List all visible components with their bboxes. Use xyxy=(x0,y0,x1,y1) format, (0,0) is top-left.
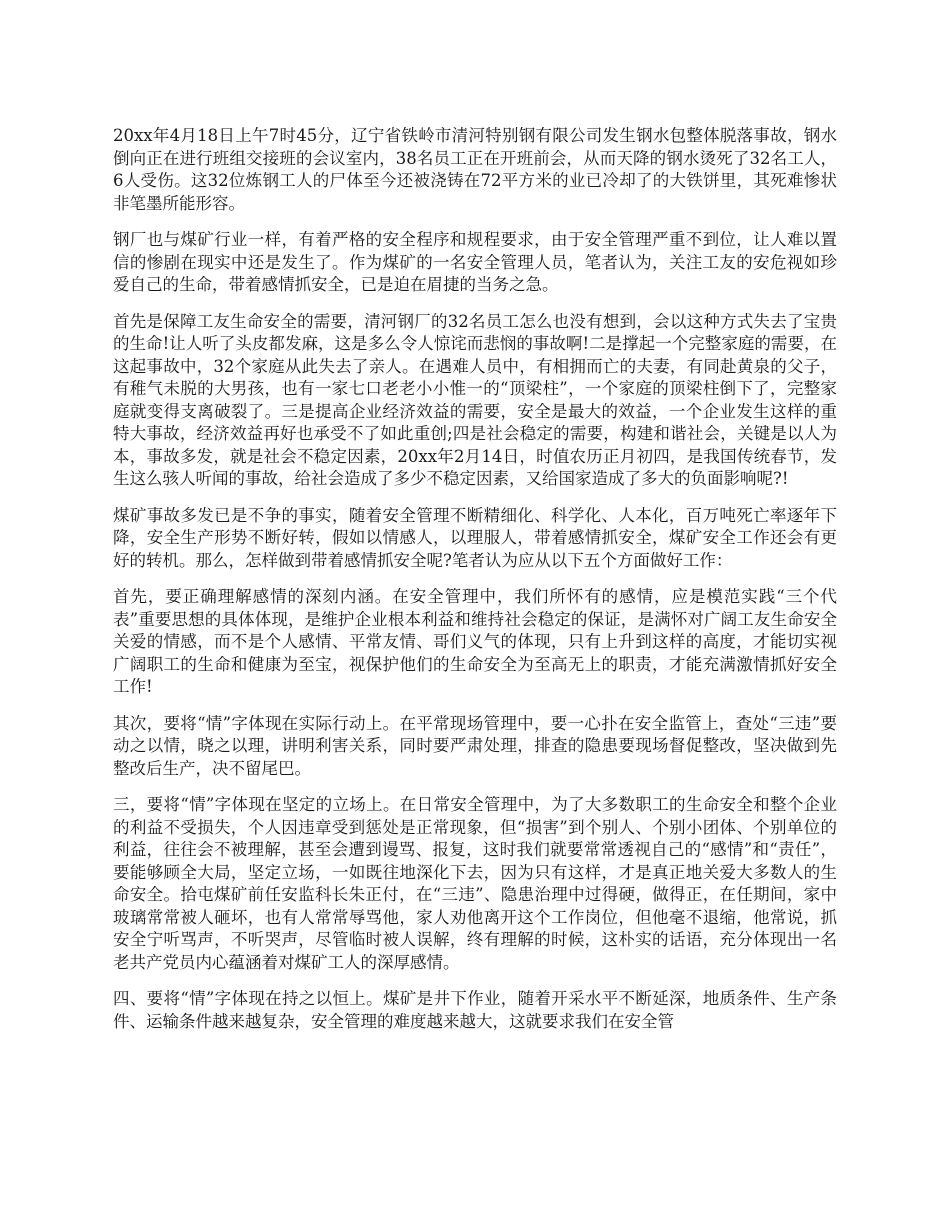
paragraph-point-one: 首先，要正确理解感情的深刻内涵。在安全管理中，我们所怀有的感情，应是模范实践“三个代表”重要思想的具体体现，是维护企业根本利益和维持社会稳定的保证，是满怀对广阔工友生命安全关爱的情感，而不是个人感情、平常友情、哥们义气的体现，只有上升到这样的高度，才能切实视广阔职工的生命和健康为至宝，视保护他们的生命安全为至高无上的职责，才能充满激情抓好安全工作! xyxy=(113,587,837,696)
paragraph-point-four: 四、要将“情”字体现在持之以恒上。煤矿是井下作业，随着开采水平不断延深，地质条件、生产条件、运输条件越来越复杂，安全管理的难度越来越大，这就要求我们在安全管 xyxy=(113,989,837,1031)
paragraph-accident-report: 20xx年4月18日上午7时45分，辽宁省铁岭市清河特别钢有限公司发生钢水包整体脱落事故，钢水倒向正在进行班组交接班的会议室内，38名员工正在开班前会，从而天降的钢水烫死了32名工人，6人受伤。这32位炼钢工人的尸体至今还被浇铸在72平方米的业已冷却了的大铁饼里，其死难惨状非笔墨所能形容。 xyxy=(113,126,837,213)
paragraph-point-two: 其次，要将“情”字体现在实际行动上。在平常现场管理中，要一心扑在安全监管上，查处“三违”要动之以情，晓之以理，讲明利害关系，同时要严肃处理，排查的隐患要现场督促整改，坚决做到先整改后生产，决不留尾巴。 xyxy=(113,713,837,778)
paragraph-needs: 首先是保障工友生命安全的需要，清河钢厂的32名员工怎么也没有想到，会以这种方式失去了宝贵的生命!让人听了头皮都发麻，这是多么令人惊诧而悲悯的事故啊!二是撑起一个完整家庭的需要，在这起事故中，32个家庭从此失去了亲人。在遇难人员中，有相拥而亡的夫妻，有同赴黄泉的父子，有稚气未脱的大男孩，也有一家七口老老小小惟一的“顶梁柱”，一个家庭的顶梁柱倒下了，完整家庭就变得支离破裂了。三是提高企业经济效益的需要，安全是最大的效益，一个企业发生这样的重特大事故，经济效益再好也承受不了如此重创;四是社会稳定的需要，构建和谐社会，关键是以人为本，事故多发，就是社会不稳定因素，20xx年2月14日，时值农历正月初四，是我国传统春节，发生这么骇人听闻的事故，给社会造成了多少不稳定因素，又给国家造成了多大的负面影响呢?! xyxy=(113,311,837,488)
paragraph-point-three: 三，要将“情”字体现在坚定的立场上。在日常安全管理中，为了大多数职工的生命安全和整个企业的利益不受损失，个人因违章受到惩处是正常现象，但“损害”到个别人、个别小团体、个别单位的利益，往往会不被理解，甚至会遭到谩骂、报复，这时我们就要常常透视自己的“感情”和“责任”，要能够顾全大局，坚定立场，一如既往地深化下去，因为只有这样，才是真正地关爱大多数人的生命安全。拾屯煤矿前任安监科长朱正付，在“三违”、隐患治理中过得硬，做得正，在任期间，家中玻璃常常被人砸坏，也有人常常辱骂他，家人劝他离开这个工作岗位，但他毫不退缩，他常说，抓安全宁听骂声，不听哭声，尽管临时被人误解，终有理解的时候，这朴实的话语，充分体现出一名老共产党员内心蕴涵着对煤矿工人的深厚感情。 xyxy=(113,795,837,972)
document-body xyxy=(113,125,837,1047)
paragraph-coal-mine-situation: 煤矿事故多发已是不争的事实，随着安全管理不断精细化、科学化、人本化，百万吨死亡率逐年下降，安全生产形势不断好转，假如以情感人，以理服人，带着感情抓安全，煤矿安全工作还会有更好的转机。那么，怎样做到带着感情抓安全呢?笔者认为应从以下五个方面做好工作： xyxy=(113,505,837,570)
paragraph-steel-plant-safety: 钢厂也与煤矿行业一样，有着严格的安全程序和规程要求，由于安全管理严重不到位，让人难以置信的惨剧在现实中还是发生了。作为煤矿的一名安全管理人员，笔者认为，关注工友的安危视如珍爱自己的生命，带着感情抓安全，已是迫在眉捷的当务之急。 xyxy=(113,230,837,294)
